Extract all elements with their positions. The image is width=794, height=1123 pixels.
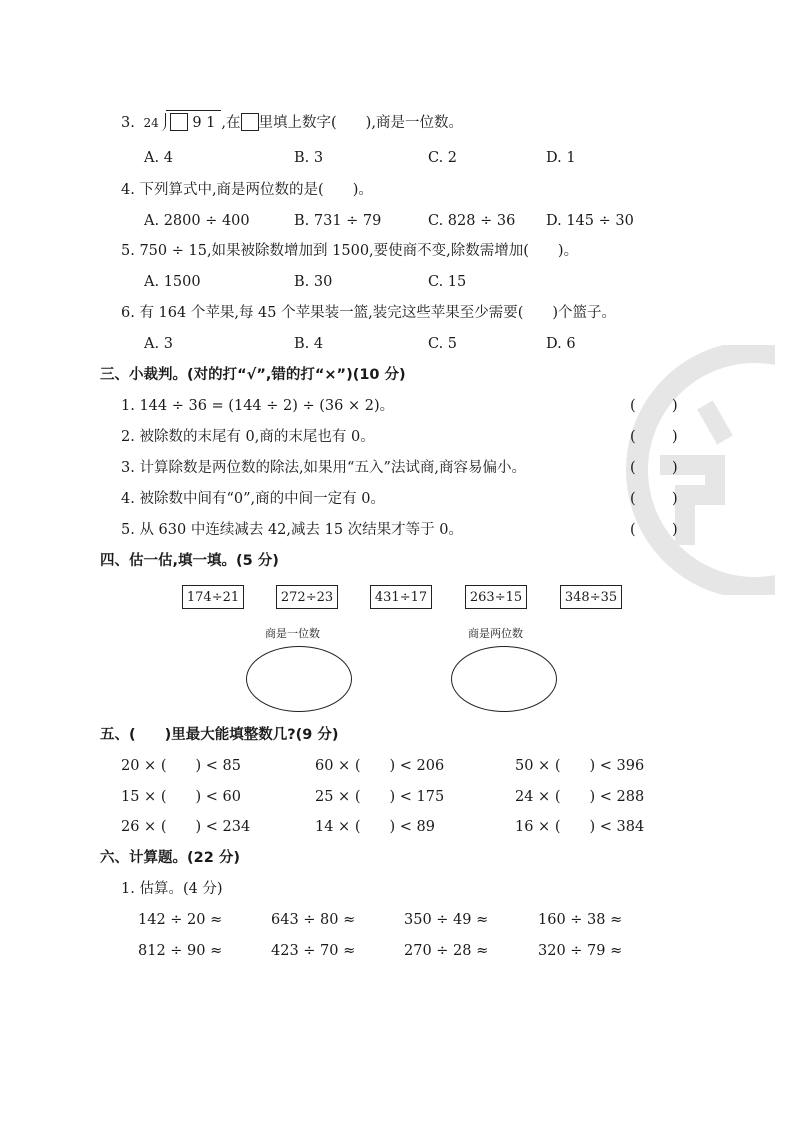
q3-option-d: D. 1 <box>546 150 576 166</box>
inequality-item: 16 × ( ) < 384 <box>515 819 645 835</box>
judge-item-4: 4. 被除数中间有“0”,商的中间一定有 0。 <box>121 491 385 507</box>
estimate-item: 350 ÷ 49 ≈ <box>404 912 489 928</box>
inequality-item: 15 × ( ) < 60 <box>121 789 241 805</box>
expression-box: 263÷15 <box>465 585 527 609</box>
q3-number: 3. <box>121 115 135 131</box>
q4-option-b: B. 731 ÷ 79 <box>294 213 382 229</box>
estimate-item: 142 ÷ 20 ≈ <box>138 912 223 928</box>
q3-dividend-digits: 9 1 <box>192 115 216 131</box>
q3-line <box>121 112 463 132</box>
estimate-item: 812 ÷ 90 ≈ <box>138 943 223 959</box>
section4-title: 四、估一估,填一填。(5 分) <box>100 553 279 569</box>
q6-option-d: D. 6 <box>546 336 576 352</box>
answer-paren-open: ( <box>630 491 636 507</box>
estimate-item: 160 ÷ 38 ≈ <box>538 912 623 928</box>
q4-text: 4. 下列算式中,商是两位数的是( )。 <box>121 182 373 198</box>
judge-item-1: 1. 144 ÷ 36 = (144 ÷ 2) ÷ (36 × 2)。 <box>121 398 395 414</box>
q6-option-c: C. 5 <box>428 336 458 352</box>
inequality-item: 25 × ( ) < 175 <box>315 789 445 805</box>
answer-paren-open: ( <box>630 522 636 538</box>
section5-title: 五、( )里最大能填整数几?(9 分) <box>100 727 339 743</box>
answer-paren-open: ( <box>630 460 636 476</box>
q3-text-end: 里填上数字( ),商是一位数。 <box>258 115 463 131</box>
estimate-item: 423 ÷ 70 ≈ <box>271 943 356 959</box>
inequality-item: 20 × ( ) < 85 <box>121 758 241 774</box>
expression-box: 174÷21 <box>182 585 244 609</box>
answer-paren-close: ) <box>672 460 678 476</box>
inequality-item: 24 × ( ) < 288 <box>515 789 645 805</box>
answer-paren-open: ( <box>630 429 636 445</box>
answer-paren-close: ) <box>672 398 678 414</box>
q3-option-b: B. 3 <box>294 150 324 166</box>
q3-division-box <box>166 110 222 132</box>
expression-box: 348÷35 <box>560 585 622 609</box>
answer-ellipse-two-digit[interactable] <box>451 646 557 712</box>
q3-option-a: A. 4 <box>144 150 173 166</box>
q4-option-d: D. 145 ÷ 30 <box>546 213 634 229</box>
q6-option-b: B. 4 <box>294 336 324 352</box>
q5-option-a: A. 1500 <box>144 274 201 290</box>
inequality-item: 50 × ( ) < 396 <box>515 758 645 774</box>
section3-title: 三、小裁判。(对的打“√”,错的打“×”)(10 分) <box>100 367 406 383</box>
inequality-item: 26 × ( ) < 234 <box>121 819 251 835</box>
subsection-estimate-title: 1. 估算。(4 分) <box>121 881 223 897</box>
answer-paren-close: ) <box>672 522 678 538</box>
ellipse-label-two-digit: 商是两位数 <box>468 627 523 640</box>
expression-box: 272÷23 <box>276 585 338 609</box>
q3-option-c: C. 2 <box>428 150 458 166</box>
blank-square <box>170 113 188 131</box>
answer-ellipse-one-digit[interactable] <box>246 646 352 712</box>
ellipse-label-one-digit: 商是一位数 <box>265 627 320 640</box>
estimate-item: 643 ÷ 80 ≈ <box>271 912 356 928</box>
estimate-item: 270 ÷ 28 ≈ <box>404 943 489 959</box>
q6-option-a: A. 3 <box>144 336 173 352</box>
q6-text: 6. 有 164 个苹果,每 45 个苹果装一篮,装完这些苹果至少需要( )个篮子。 <box>121 305 617 321</box>
judge-item-5: 5. 从 630 中连续减去 42,减去 15 次结果才等于 0。 <box>121 522 464 538</box>
section6-title: 六、计算题。(22 分) <box>100 850 240 866</box>
q4-option-c: C. 828 ÷ 36 <box>428 213 516 229</box>
answer-paren-close: ) <box>672 491 678 507</box>
inequality-item: 60 × ( ) < 206 <box>315 758 445 774</box>
q5-option-b: B. 30 <box>294 274 333 290</box>
judge-item-2: 2. 被除数的末尾有 0,商的末尾也有 0。 <box>121 429 375 445</box>
q4-option-a: A. 2800 ÷ 400 <box>144 213 250 229</box>
estimate-item: 320 ÷ 79 ≈ <box>538 943 623 959</box>
blank-square <box>241 113 259 131</box>
answer-paren-open: ( <box>630 398 636 414</box>
q5-text: 5. 750 ÷ 15,如果被除数增加到 1500,要使商不变,除数需增加( )。 <box>121 243 579 259</box>
answer-paren-close: ) <box>672 429 678 445</box>
long-division-bracket <box>159 113 166 131</box>
q3-text: ,在 <box>221 115 241 131</box>
q5-option-c: C. 15 <box>428 274 467 290</box>
expression-box: 431÷17 <box>370 585 432 609</box>
judge-item-3: 3. 计算除数是两位数的除法,如果用“五入”法试商,商容易偏小。 <box>121 460 526 476</box>
inequality-item: 14 × ( ) < 89 <box>315 819 435 835</box>
q3-divisor: 24 <box>143 116 159 130</box>
